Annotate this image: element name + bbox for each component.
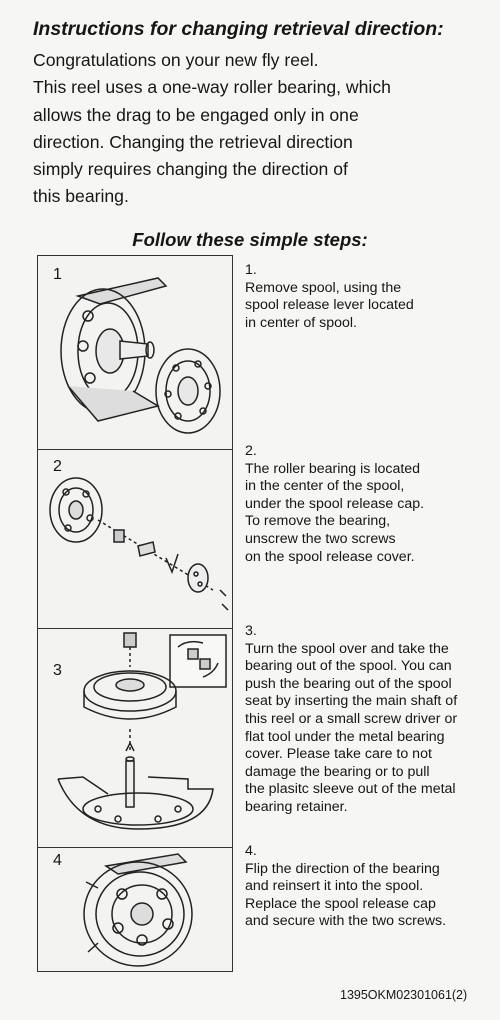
reassembled-reel-illustration (38, 848, 234, 973)
step-line: bearing out of the spool. You can (245, 658, 452, 675)
step-line: To remove the bearing, (245, 513, 391, 530)
step-line: spool release lever located (245, 297, 414, 314)
step-line: flat tool under the metal bearing (245, 728, 445, 745)
step-line: seat by inserting the main shaft of (245, 693, 458, 710)
step-line: push the bearing out of the spool (245, 675, 452, 692)
step-line: in the center of the spool, (245, 478, 405, 495)
step-3-text (245, 623, 495, 817)
step-line: and reinsert it into the spool. (245, 878, 424, 895)
intro-line: this bearing. (33, 186, 129, 207)
step-4-illustration-panel (37, 847, 233, 972)
panel-number: 1 (53, 266, 62, 283)
intro-paragraph (33, 47, 488, 211)
intro-line: direction. Changing the retrieval direction (33, 131, 353, 152)
step-line: the plasitc sleeve out of the metal (245, 781, 456, 798)
step-number: 1. (245, 262, 257, 278)
panel-number: 4 (53, 852, 62, 869)
step-line: Flip the direction of the bearing (245, 860, 440, 877)
step-2-illustration-panel (37, 449, 233, 629)
panel-number: 2 (53, 458, 62, 475)
step-line: cover. Please take care to not (245, 746, 432, 763)
step-line: this reel or a small screw driver or (245, 710, 458, 727)
step-line: damage the bearing or to pull (245, 763, 430, 780)
step-number: 3. (245, 623, 257, 639)
step-1-text (245, 262, 495, 332)
intro-line: Congratulations on your new fly reel. (33, 50, 319, 70)
reel-spool-removal-illustration (38, 256, 234, 451)
step-number: 4. (245, 843, 257, 859)
intro-line: simply requires changing the direction of (33, 159, 348, 180)
intro-line: allows the drag to be engaged only in one (33, 104, 359, 125)
document-code: 1395OKM02301061(2) (340, 988, 468, 1002)
instructions-heading: Instructions for changing retrieval direction: (33, 18, 444, 40)
step-line: Remove spool, using the (245, 279, 402, 296)
step-line: The roller bearing is located (245, 460, 421, 477)
panel-number: 3 (53, 662, 62, 679)
intro-line: This reel uses a one-way roller bearing, which (33, 77, 391, 98)
bearing-extraction-illustration (38, 629, 234, 849)
bearing-removal-illustration (38, 450, 234, 630)
step-line: Replace the spool release cap (245, 895, 436, 912)
step-2-text (245, 443, 495, 566)
steps-subheading: Follow these simple steps: (132, 229, 368, 250)
step-line: unscrew the two screws (245, 530, 396, 547)
step-line: and secure with the two screws. (245, 913, 447, 930)
step-line: on the spool release cover. (245, 548, 415, 565)
step-line: bearing retainer. (245, 798, 348, 815)
step-line: under the spool release cap. (245, 495, 425, 512)
step-1-illustration-panel (37, 255, 233, 450)
step-line: in center of spool. (245, 314, 357, 331)
step-line: Turn the spool over and take the (245, 640, 449, 657)
step-4-text (245, 843, 495, 931)
step-number: 2. (245, 443, 257, 459)
step-3-illustration-panel (37, 628, 233, 848)
